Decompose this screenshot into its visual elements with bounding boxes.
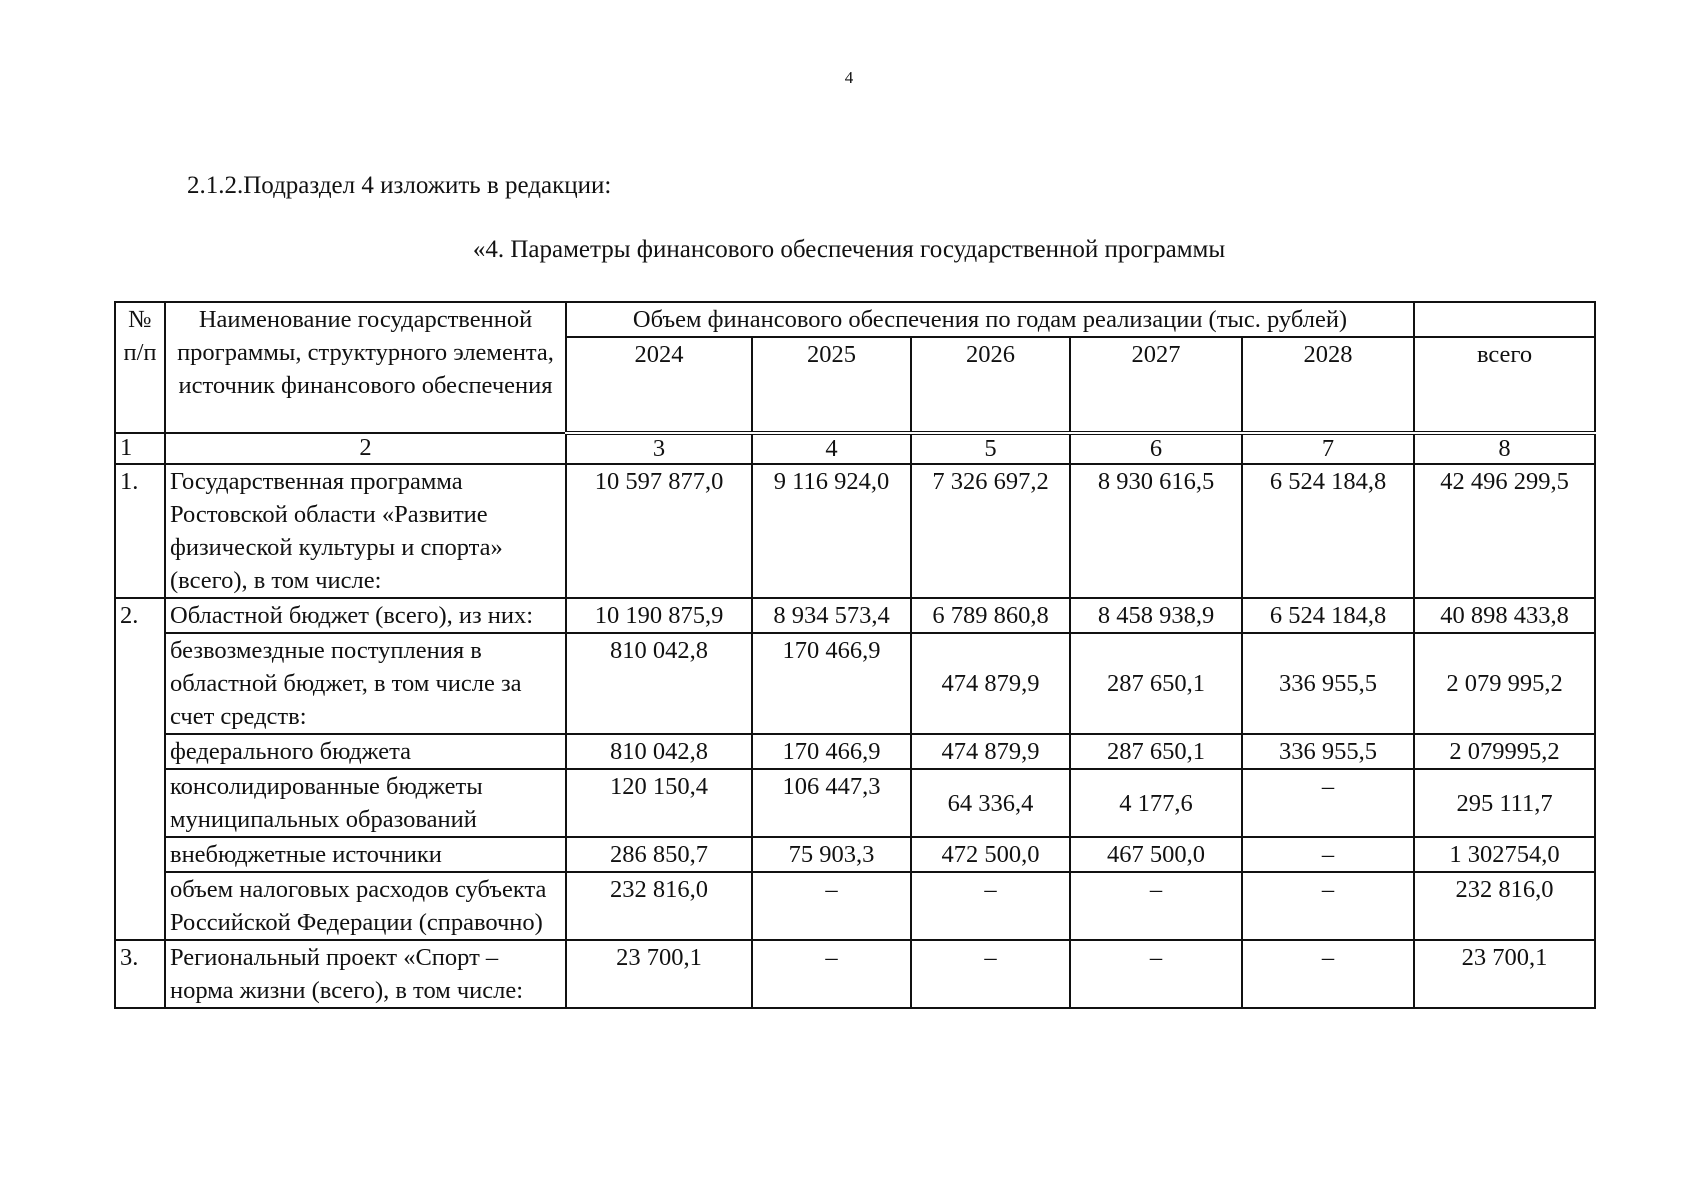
row-number: 2. bbox=[115, 598, 165, 633]
value-2026: – bbox=[911, 940, 1070, 1008]
row-number bbox=[115, 633, 165, 734]
table-row bbox=[115, 769, 1595, 837]
value-2026: 472 500,0 bbox=[911, 837, 1070, 872]
value-total: 42 496 299,5 bbox=[1414, 464, 1595, 598]
row-name: объем налоговых расходов субъекта Российской Федерации (справочно) bbox=[165, 872, 566, 940]
value-total: 2 079995,2 bbox=[1414, 734, 1595, 769]
value-2028: – bbox=[1242, 837, 1414, 872]
header-year-2026: 2026 bbox=[911, 337, 1070, 433]
header-year-2025: 2025 bbox=[752, 337, 911, 433]
value-2027: 8 458 938,9 bbox=[1070, 598, 1242, 633]
header-name: Наименование государственной программы, структурного элемента, источник финансового обеспечения bbox=[165, 302, 566, 433]
value-2026: 474 879,9 bbox=[911, 734, 1070, 769]
financing-table bbox=[114, 301, 1596, 1009]
header-row-1 bbox=[115, 302, 1595, 337]
value-2024: 232 816,0 bbox=[566, 872, 752, 940]
header-volume: Объем финансового обеспечения по годам реализации (тыс. рублей) bbox=[566, 302, 1414, 337]
index-cell: 2 bbox=[165, 433, 566, 464]
section-title: «4. Параметры финансового обеспечения государственной программы bbox=[472, 236, 1226, 263]
table-row bbox=[115, 598, 1595, 633]
value-2028: 6 524 184,8 bbox=[1242, 598, 1414, 633]
value-2024: 810 042,8 bbox=[566, 734, 752, 769]
value-2027: – bbox=[1070, 872, 1242, 940]
header-year-2028: 2028 bbox=[1242, 337, 1414, 433]
value-2024: 810 042,8 bbox=[566, 633, 752, 734]
table-row bbox=[115, 464, 1595, 598]
table-row bbox=[115, 940, 1595, 1008]
row-number bbox=[115, 734, 165, 769]
header-empty-cell bbox=[1414, 302, 1595, 337]
header-year-2024: 2024 bbox=[566, 337, 752, 433]
value-total: 232 816,0 bbox=[1414, 872, 1595, 940]
header-num: № п/п bbox=[115, 302, 165, 433]
value-2024: 286 850,7 bbox=[566, 837, 752, 872]
index-cell: 3 bbox=[566, 433, 752, 464]
value-2025: 9 116 924,0 bbox=[752, 464, 911, 598]
value-2027: 8 930 616,5 bbox=[1070, 464, 1242, 598]
table-row bbox=[115, 734, 1595, 769]
value-2025: – bbox=[752, 872, 911, 940]
value-total: 1 302754,0 bbox=[1414, 837, 1595, 872]
table-row bbox=[115, 633, 1595, 734]
row-name: консолидированные бюджеты муниципальных образований bbox=[165, 769, 566, 837]
value-2024: 23 700,1 bbox=[566, 940, 752, 1008]
value-2024: 10 597 877,0 bbox=[566, 464, 752, 598]
value-2026: – bbox=[911, 872, 1070, 940]
row-number bbox=[115, 872, 165, 940]
value-total: 295 111,7 bbox=[1414, 769, 1595, 837]
row-name: Региональный проект «Спорт – норма жизни (всего), в том числе: bbox=[165, 940, 566, 1008]
instruction-text: 2.1.2.Подраздел 4 изложить в редакции: bbox=[187, 172, 612, 199]
row-name: безвозмездные поступления в областной бюджет, в том числе за счет средств: bbox=[165, 633, 566, 734]
header-year-2027: 2027 bbox=[1070, 337, 1242, 433]
value-2028: 6 524 184,8 bbox=[1242, 464, 1414, 598]
value-total: 40 898 433,8 bbox=[1414, 598, 1595, 633]
value-2027: 287 650,1 bbox=[1070, 734, 1242, 769]
row-name: федерального бюджета bbox=[165, 734, 566, 769]
value-2024: 10 190 875,9 bbox=[566, 598, 752, 633]
value-2026: 64 336,4 bbox=[911, 769, 1070, 837]
value-2028: 336 955,5 bbox=[1242, 633, 1414, 734]
value-2027: – bbox=[1070, 940, 1242, 1008]
row-name: Областной бюджет (всего), из них: bbox=[165, 598, 566, 633]
header-total: всего bbox=[1414, 337, 1595, 433]
value-2027: 467 500,0 bbox=[1070, 837, 1242, 872]
value-2026: 7 326 697,2 bbox=[911, 464, 1070, 598]
row-name: внебюджетные источники bbox=[165, 837, 566, 872]
index-cell: 1 bbox=[115, 433, 165, 464]
value-2024: 120 150,4 bbox=[566, 769, 752, 837]
index-cell: 4 bbox=[752, 433, 911, 464]
value-2026: 474 879,9 bbox=[911, 633, 1070, 734]
value-2028: – bbox=[1242, 940, 1414, 1008]
value-2025: 170 466,9 bbox=[752, 633, 911, 734]
row-name: Государственная программа Ростовской области «Развитие физической культуры и спорта» (всего), в том числе: bbox=[165, 464, 566, 598]
index-cell: 5 bbox=[911, 433, 1070, 464]
page-number: 4 bbox=[844, 68, 854, 87]
row-number: 3. bbox=[115, 940, 165, 1008]
table-row bbox=[115, 837, 1595, 872]
value-2027: 287 650,1 bbox=[1070, 633, 1242, 734]
value-2025: 170 466,9 bbox=[752, 734, 911, 769]
value-total: 23 700,1 bbox=[1414, 940, 1595, 1008]
value-2025: – bbox=[752, 940, 911, 1008]
index-cell: 8 bbox=[1414, 433, 1595, 464]
value-2025: 75 903,3 bbox=[752, 837, 911, 872]
value-2025: 106 447,3 bbox=[752, 769, 911, 837]
value-2027: 4 177,6 bbox=[1070, 769, 1242, 837]
value-2028: – bbox=[1242, 872, 1414, 940]
value-2026: 6 789 860,8 bbox=[911, 598, 1070, 633]
index-cell: 7 bbox=[1242, 433, 1414, 464]
table-row bbox=[115, 872, 1595, 940]
value-2025: 8 934 573,4 bbox=[752, 598, 911, 633]
index-cell: 6 bbox=[1070, 433, 1242, 464]
index-row bbox=[115, 433, 1595, 464]
row-number bbox=[115, 837, 165, 872]
value-2028: 336 955,5 bbox=[1242, 734, 1414, 769]
row-number: 1. bbox=[115, 464, 165, 598]
value-total: 2 079 995,2 bbox=[1414, 633, 1595, 734]
value-2028: – bbox=[1242, 769, 1414, 837]
row-number bbox=[115, 769, 165, 837]
